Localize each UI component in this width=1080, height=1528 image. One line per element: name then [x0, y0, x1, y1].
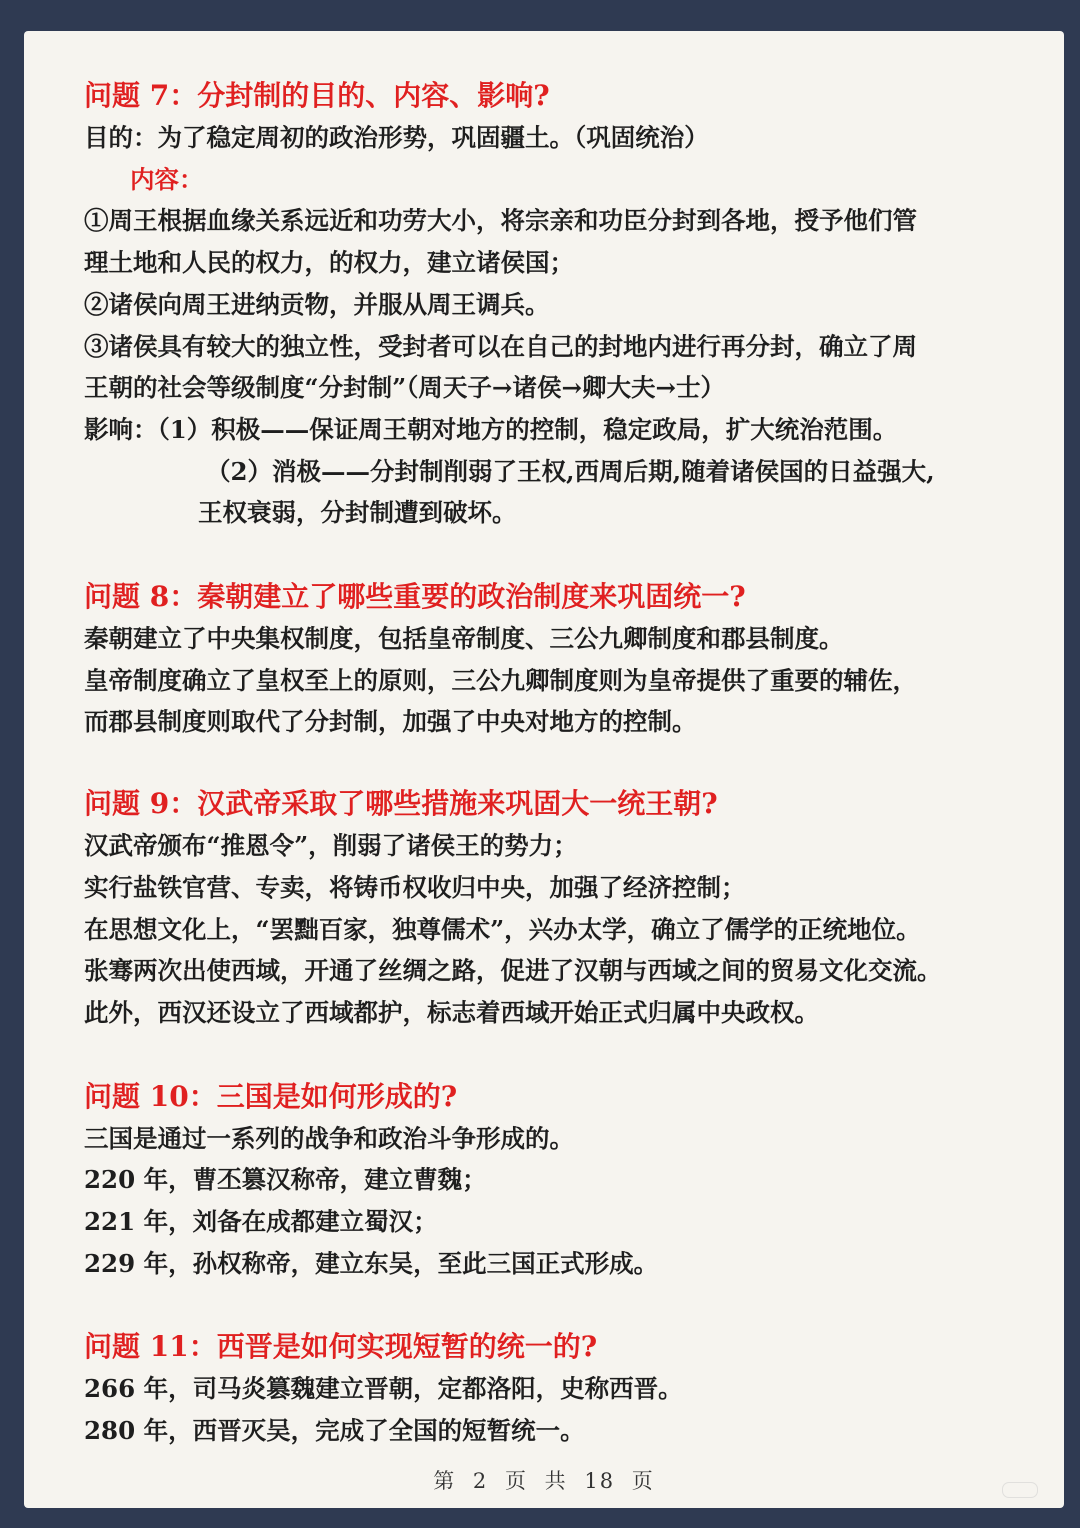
- q9-line-3: 在思想文化上，“罢黜百家，独尊儒术”，兴办太学，确立了儒学的正统地位。: [84, 914, 921, 944]
- q7-content-line-3: ②诸侯向周王进纳贡物，并服从周王调兵。: [84, 289, 550, 319]
- q7-content-line-2: 理土地和人民的权力，的权力，建立诸侯国；: [84, 248, 574, 278]
- q9-line-2: 实行盐铁官营、专卖，将铸币权收归中央，加强了经济控制；: [84, 872, 746, 902]
- q7-impact-line-1: 影响：（1）积极——保证周王朝对地方的控制，稳定政局，扩大统治范围。: [84, 414, 898, 444]
- question-11-title: 问题 11：西晋是如何实现短暂的统一的?: [84, 1330, 598, 1364]
- q11-line-1: 266 年，司马炎篡魏建立晋朝，定都洛阳，史称西晋。: [84, 1374, 683, 1404]
- q7-purpose-line: 目的：为了稳定周初的政治形势，巩固疆土。（巩固统治）: [84, 123, 709, 152]
- footer-text-ye-2: 页: [631, 1469, 655, 1493]
- footer-total-pages: 18: [584, 1469, 616, 1493]
- question-11-section: [84, 1326, 1024, 1451]
- question-10-section: [84, 1076, 1024, 1285]
- q7-content-label: 内容：: [130, 164, 204, 194]
- q11-line-2: 280 年，西晋灭吴，完成了全国的短暂统一。: [84, 1416, 585, 1446]
- q8-line-3: 而郡县制度则取代了分封制，加强了中央对地方的控制。: [84, 707, 697, 737]
- q9-line-4: 张骞两次出使西域，开通了丝绸之路，促进了汉朝与西域之间的贸易文化交流。: [84, 956, 942, 986]
- q7-content-line-5: 王朝的社会等级制度“分封制”（周天子→诸侯→卿大夫→士）: [84, 373, 726, 403]
- q10-line-2: 220 年，曹丕篡汉称帝，建立曹魏；: [84, 1165, 487, 1195]
- question-9-section: [84, 783, 1024, 1034]
- question-8-title: 问题 8：秦朝建立了哪些重要的政治制度来巩固统一?: [84, 580, 746, 614]
- q7-impact-line-3: 王权衰弱，分封制遭到破坏。: [198, 498, 517, 528]
- q7-impact-line-2: （2）消极——分封制削弱了王权,西周后期,随着诸侯国的日益强大,: [206, 456, 935, 486]
- q9-line-1: 汉武帝颁布“推恩令”，削弱了诸侯王的势力；: [84, 831, 578, 861]
- q10-line-4: 229 年，孙权称帝，建立东吴，至此三国正式形成。: [84, 1248, 659, 1278]
- question-9-title: 问题 9：汉武帝采取了哪些措施来巩固大一统王朝?: [84, 787, 718, 821]
- question-7-section: [84, 75, 1024, 534]
- question-10-title: 问题 10：三国是如何形成的?: [84, 1079, 458, 1113]
- q7-content-line-1: ①周王根据血缘关系远近和功劳大小，将宗亲和功臣分封到各地，授予他们管: [84, 206, 917, 236]
- question-7-title: 问题 7：分封制的目的、内容、影响?: [84, 79, 550, 112]
- footer-current-page: 2: [472, 1469, 489, 1493]
- q10-line-3: 221 年，刘备在成都建立蜀汉；: [84, 1207, 438, 1237]
- q8-line-2: 皇帝制度确立了皇权至上的原则，三公九卿制度则为皇帝提供了重要的辅佐，: [84, 665, 917, 695]
- document-page: [24, 31, 1064, 1508]
- page-footer: [24, 1465, 1064, 1495]
- footer-text-gong: 共: [544, 1469, 568, 1493]
- footer-text-di: 第: [433, 1469, 457, 1493]
- watermark-badge-icon: [1002, 1482, 1038, 1498]
- q10-line-1: 三国是通过一系列的战争和政治斗争形成的。: [84, 1123, 574, 1153]
- q8-line-1: 秦朝建立了中央集权制度，包括皇帝制度、三公九卿制度和郡县制度。: [84, 624, 844, 654]
- question-8-section: [84, 576, 1024, 743]
- q7-content-line-4: ③诸侯具有较大的独立性，受封者可以在自己的封地内进行再分封，确立了周: [84, 331, 917, 361]
- footer-text-ye: 页: [504, 1469, 528, 1493]
- q9-line-5: 此外，西汉还设立了西域都护，标志着西域开始正式归属中央政权。: [84, 997, 819, 1027]
